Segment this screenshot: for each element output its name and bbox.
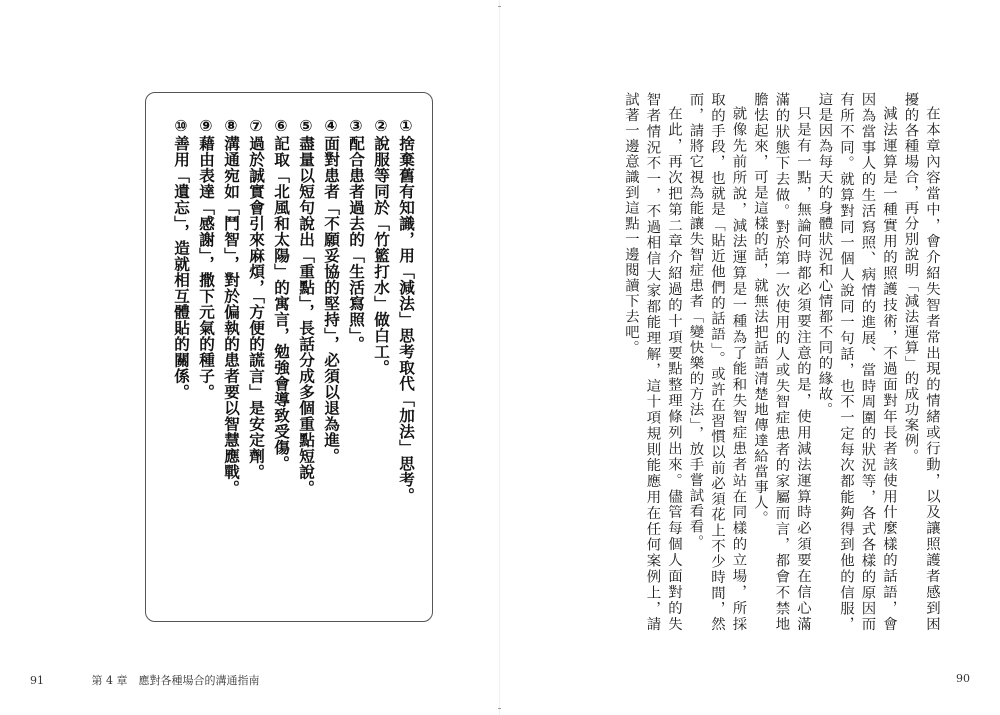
page-gutter xyxy=(499,0,500,715)
ten-points-list xyxy=(164,117,418,597)
crop-mark-bottom xyxy=(498,708,501,709)
paragraph: 只是有一點，無論何時都必須要注意的是，使用減法運算時必須要在信心滿滿的狀態下去做。對於第一次使用的人或失智症患者的家屬而言，都會不禁地膽怯起來，可是這樣的話，就無法把話語清楚地傳達給當事人。 xyxy=(752,92,811,632)
paragraph: 在本章內容當中，會介紹失智者常出現的情緒或行動，以及讓照護者感到困擾的各種場合，再分別說明「減法運算」的成功案例。 xyxy=(902,92,940,632)
list-item: ⑥記取「北風和太陽」的寓言，勉強會導致受傷。 xyxy=(272,117,290,472)
page-number-left: 91 xyxy=(30,674,44,687)
list-item: ①捨棄舊有知識，用「減法」思考取代「加法」思考。 xyxy=(397,117,415,504)
list-item: ②說服等同於「竹籃打水」做白工。 xyxy=(372,117,390,376)
crop-mark-top xyxy=(498,6,501,7)
list-item: ⑤盡量以短句說出「重點」，長話分成多個重點短說。 xyxy=(297,117,315,496)
body-text xyxy=(560,92,942,632)
paragraph: 在此，再次把第二章介紹過的十項要點整理條列出來。儘管每個人面對的失智者情況不一，不過相信大家都能理解，這十項規則能應用在任何案例上，請試著一邊意識到這點一邊閱讀下去吧。 xyxy=(623,92,682,632)
page-number-right: 90 xyxy=(956,672,970,685)
paragraph: 就像先前所說，減法運算是一種為了能和失智症患者站在同樣的立場，所採取的手段，也就是「貼近他們的話語」。或許在習慣以前必須花上不少時間，然而，請將它視為能讓失智症患者「變快樂的方法」，放手嘗試看看。 xyxy=(687,92,747,632)
chapter-running-head: 第 4 章 應對各種場合的溝通指南 xyxy=(91,674,260,687)
list-item: ③配合患者過去的「生活寫照」。 xyxy=(347,117,365,352)
list-item: ⑧溝通宛如「鬥智」，對於偏執的患者要以智慧應戰。 xyxy=(222,117,240,496)
left-footer xyxy=(30,672,260,688)
list-item: ⑦過於誠實會引來麻煩，「方便的謊言」是安定劑。 xyxy=(247,117,265,480)
list-item: ⑩善用「遺忘」，造就相互體貼的關係。 xyxy=(172,117,190,400)
list-item: ⑨藉由表達「感謝」，撒下元氣的種子。 xyxy=(197,117,215,400)
paragraph: 減法運算是一種實用的照護技術，不過面對年長者該使用什麼樣的話語，會因為當事人的生活寫照、病情的進展、當時周圍的狀況等，各式各樣的原因而有所不同。就算對同一個人說同一句話，也不一定每次都能夠得到他的信服，這是因為每天的身體狀況和心情都不同的緣故。 xyxy=(816,92,897,632)
list-item: ④面對患者「不願妥協的堅持」，必須以退為進。 xyxy=(322,117,340,464)
